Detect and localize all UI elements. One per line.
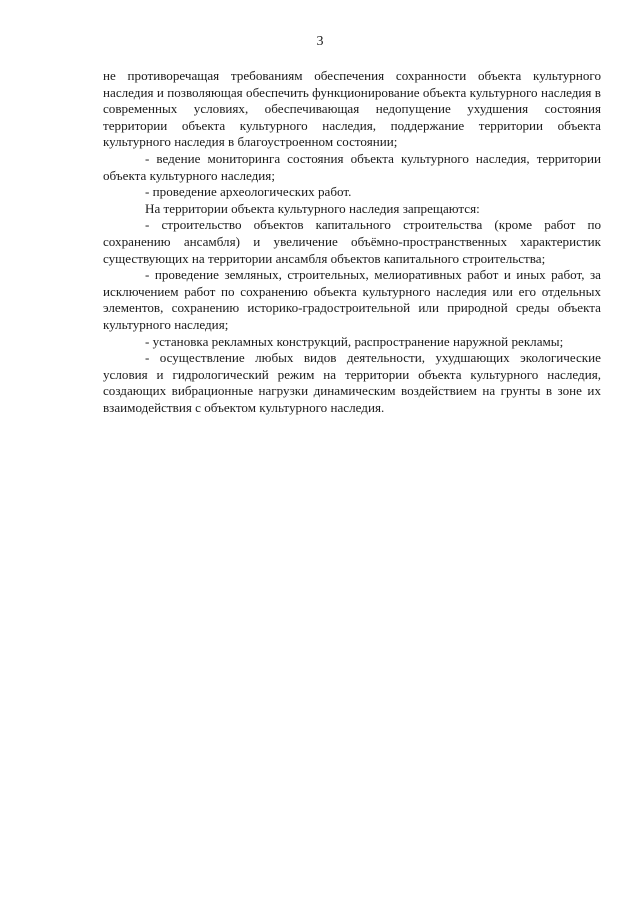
document-body: [103, 68, 601, 416]
list-item-harmful-activity-ban: - осуществление любых видов деятельности, ухудшающих экологические условия и гидрологический режим на территории объекта культурного наследия, создающих вибрационные нагрузки динамическим воздействием на грунты в зоне их взаимодействия с объектом культурного наследия.: [103, 350, 601, 415]
list-item-monitoring: - ведение мониторинга состояния объекта культурного наследия, территории объекта культурного наследия;: [103, 150, 601, 183]
page-number: 3: [316, 34, 324, 49]
list-item-earthworks-ban: - проведение земляных, строительных, мелиоративных работ и иных работ, за исключением работ по сохранению объекта культурного наследия или его отдельных элементов, сохранению историко-градостроительной или природной среды объекта культурного наследия;: [103, 267, 601, 332]
list-item-construction-ban: - строительство объектов капитального строительства (кроме работ по сохранению ансамбля) и увеличение объёмно-пространственных характеристик существующих на территории ансамбля объектов капитального строительства;: [103, 217, 601, 266]
list-item-advertising-ban: - установка рекламных конструкций, распространение наружной рекламы;: [145, 333, 564, 349]
paragraph-prohibitions-heading: На территории объекта культурного наследия запрещаются:: [145, 200, 480, 216]
paragraph-permitted-activity-continuation: не противоречащая требованиям обеспечения сохранности объекта культурного наследия и позволяющая обеспечить функционирование объекта культурного наследия в современных условиях, обеспечивающая недопущение ухудшения состояния территории объекта культурного наследия, поддержание территории объекта культурного наследия в благоустроенном состоянии;: [103, 68, 601, 150]
list-item-archaeological-works: - проведение археологических работ.: [145, 184, 352, 200]
